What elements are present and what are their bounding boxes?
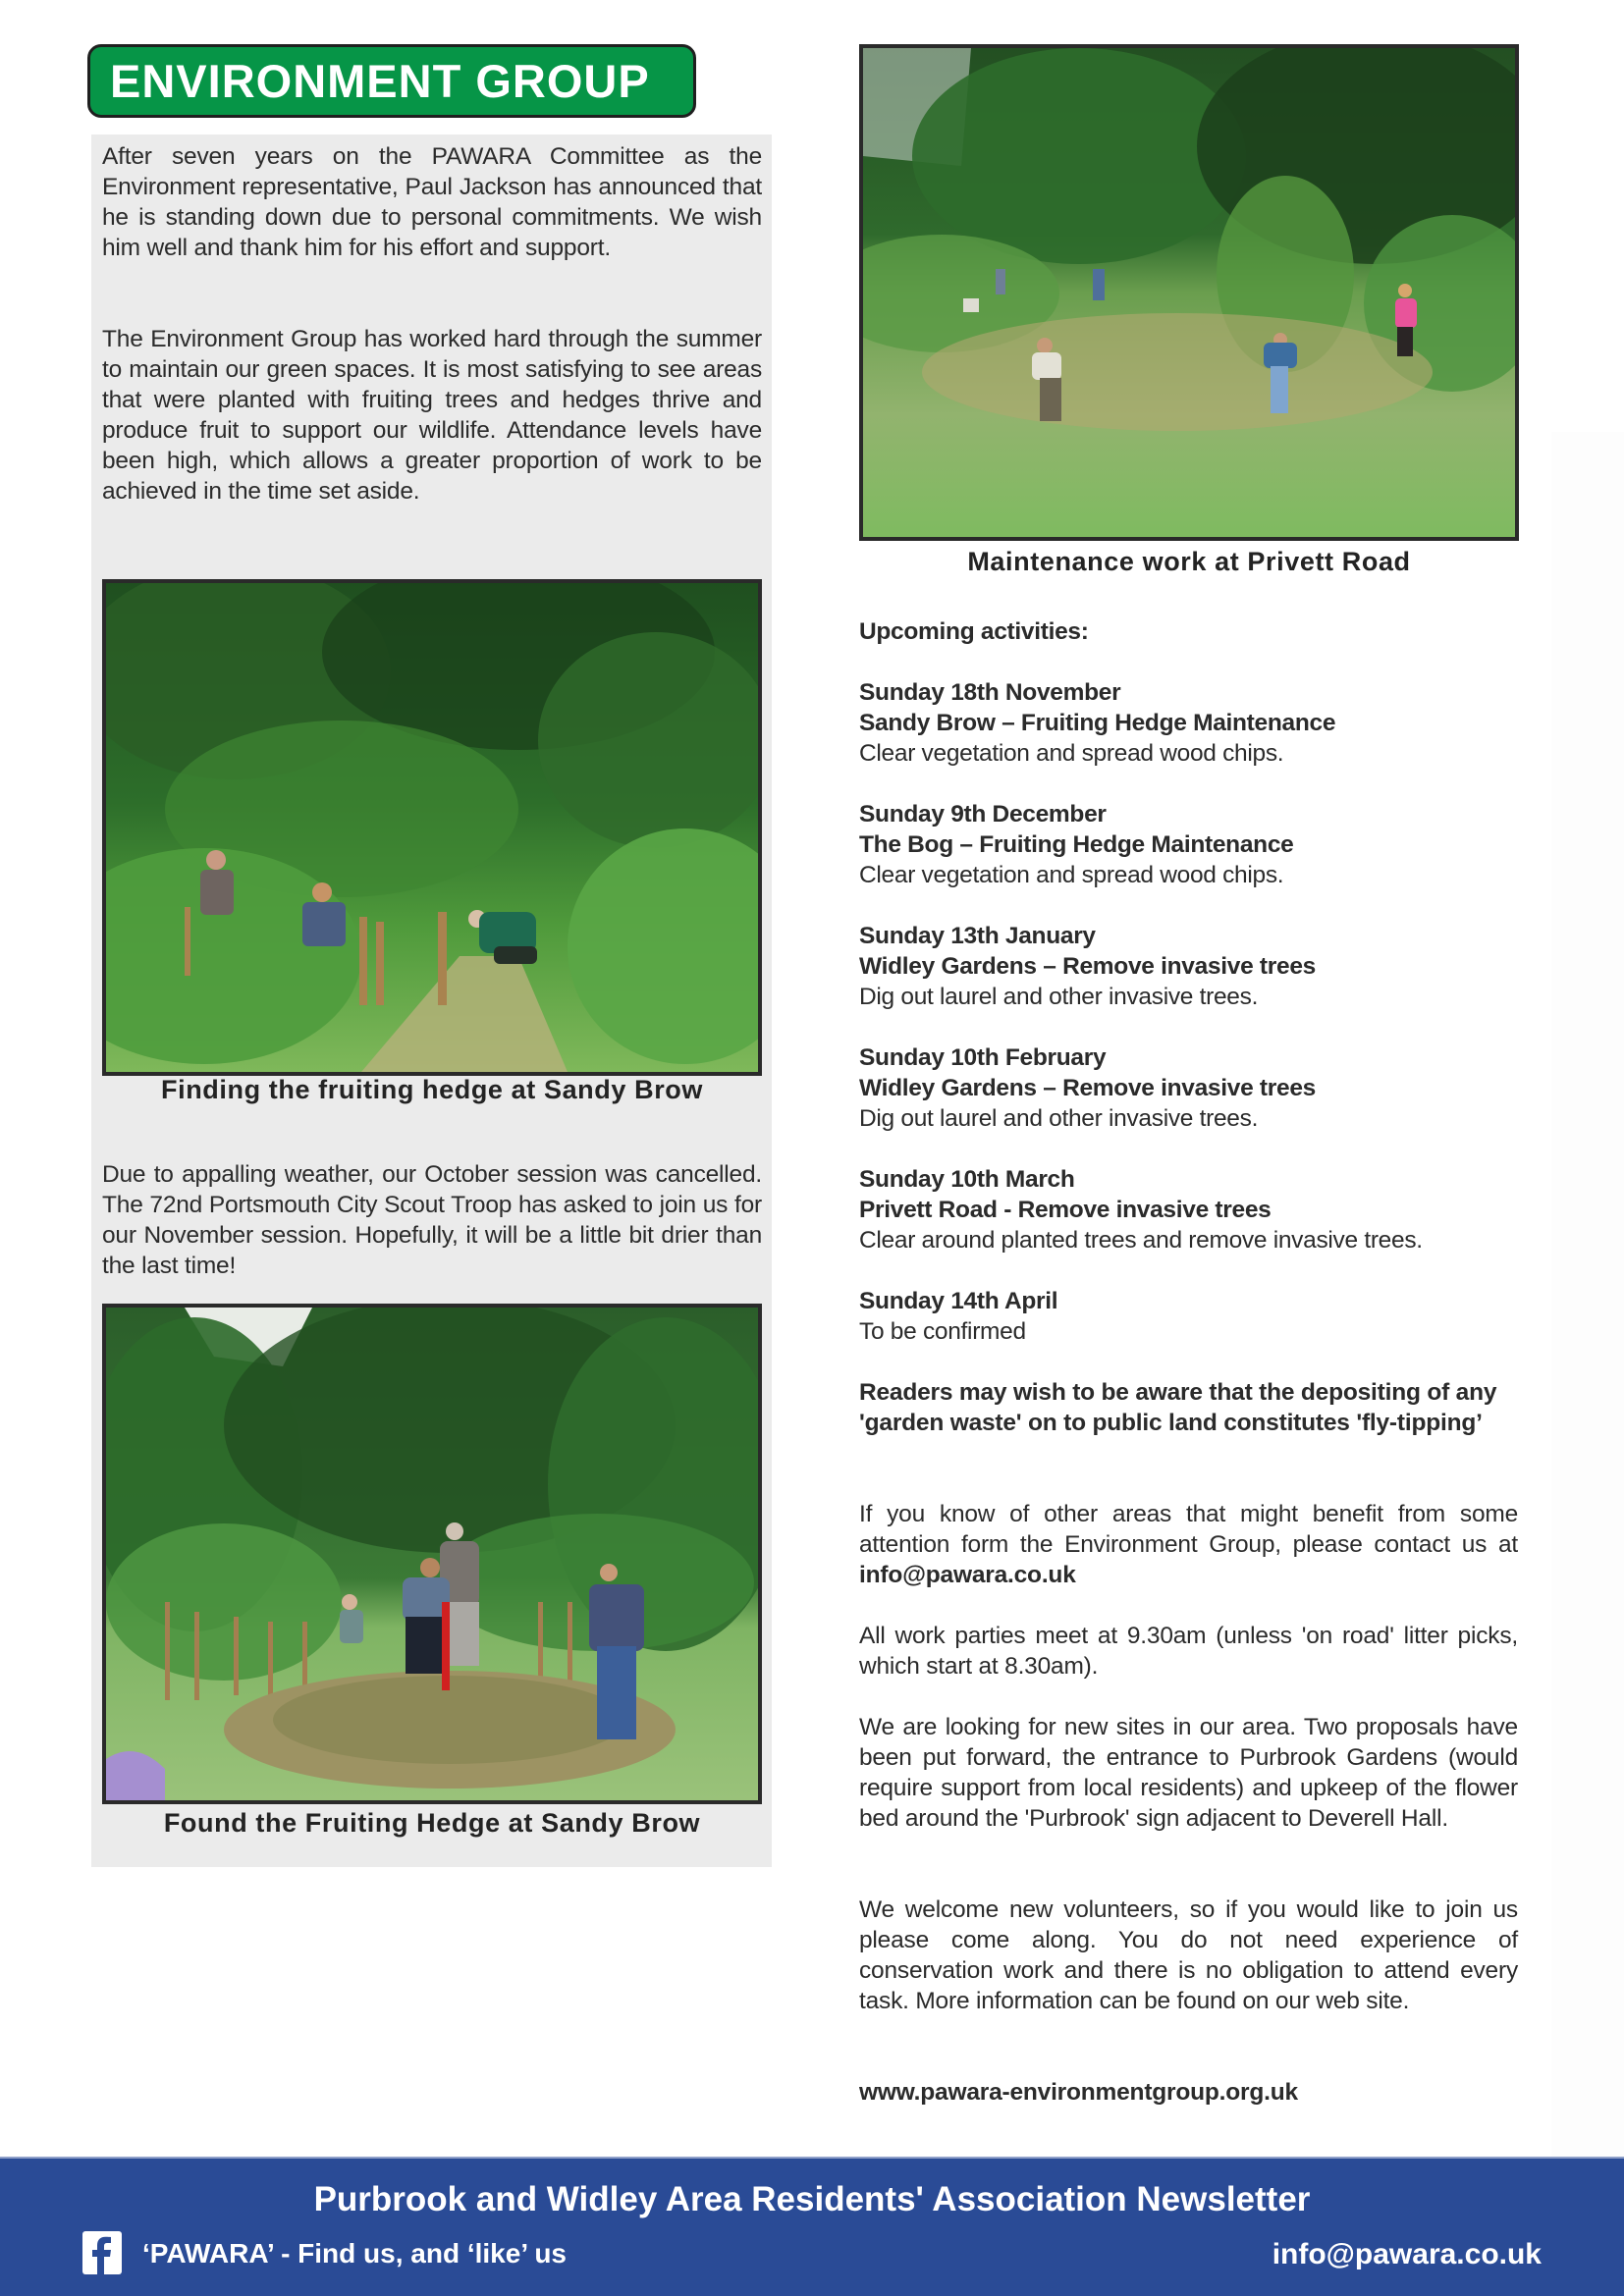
photo-image xyxy=(863,48,1515,537)
photo-sandy-brow-found xyxy=(102,1304,762,1804)
photo-image xyxy=(106,583,758,1072)
october-session-paragraph: Due to appalling weather, our October session was cancelled. The 72nd Portsmouth City Scout Troop has asked to join us for our November session. Hopefully, it will be a little bit drier than the last time! xyxy=(102,1161,762,1279)
event-date: Sunday 10th March xyxy=(859,1166,1075,1193)
event-item xyxy=(859,921,1518,1012)
photo-sandy-brow-hedge xyxy=(102,579,762,1076)
new-sites-paragraph: We are looking for new sites in our area. Two proposals have been put forward, the entrance to Purbrook Gardens (would require support from local residents) and upkeep of the flower bed around the 'Purbrook' sign adjacent to Deverell Hall. xyxy=(859,1714,1518,1832)
event-date: Sunday 9th December xyxy=(859,801,1107,828)
event-detail: To be confirmed xyxy=(859,1318,1026,1345)
facebook-text[interactable]: ‘PAWARA’ - Find us, and ‘like’ us xyxy=(142,2238,568,2269)
photo-caption: Maintenance work at Privett Road xyxy=(967,547,1411,576)
event-title: Sandy Brow – Fruiting Hedge Maintenance xyxy=(859,710,1336,736)
facebook-icon[interactable] xyxy=(82,2231,122,2274)
contact-text: If you know of other areas that might benefit from some attention form the Environment Group, please contact us at xyxy=(859,1501,1518,1558)
contact-email-link[interactable]: info@pawara.co.uk xyxy=(859,1562,1076,1588)
upcoming-heading: Upcoming activities: xyxy=(859,618,1089,645)
event-item xyxy=(859,799,1518,890)
website-link[interactable]: www.pawara-environmentgroup.org.uk xyxy=(859,2079,1298,2106)
event-detail: Dig out laurel and other invasive trees. xyxy=(859,984,1259,1010)
footer-email-link[interactable]: info@pawara.co.uk xyxy=(1272,2238,1542,2270)
event-detail: Clear vegetation and spread wood chips. xyxy=(859,862,1284,888)
fly-tipping-notice: Readers may wish to be aware that the depositing of any 'garden waste' on to public land constitutes 'fly-tipping’ xyxy=(859,1379,1497,1436)
volunteers-paragraph: We welcome new volunteers, so if you would like to join us please come along. You do not need experience of conservation work and there is no obligation to attend every task. More information can be found on our web site. xyxy=(859,1896,1518,2014)
photo-caption: Finding the fruiting hedge at Sandy Brow xyxy=(161,1075,703,1104)
meeting-time-paragraph: All work parties meet at 9.30am (unless 'on road' litter picks, which start at 8.30am). xyxy=(859,1623,1518,1680)
event-item xyxy=(859,677,1518,769)
summer-work-paragraph: The Environment Group has worked hard through the summer to maintain our green spaces. It is most satisfying to see areas that were planted with fruiting trees and hedges thrive and produce fruit to support our wildlife. Attendance levels have been high, which allows a greater proportion of work to be achieved in the time set aside. xyxy=(102,326,762,505)
section-title-text: ENVIRONMENT GROUP xyxy=(110,55,650,107)
photo-privett-road xyxy=(859,44,1519,541)
photo-image xyxy=(106,1308,758,1800)
event-date: Sunday 14th April xyxy=(859,1288,1058,1314)
event-detail: Clear around planted trees and remove invasive trees. xyxy=(859,1227,1423,1254)
footer-title: Purbrook and Widley Area Residents' Association Newsletter xyxy=(313,2180,1311,2218)
event-item xyxy=(859,1286,1518,1347)
newsletter-footer xyxy=(0,2157,1624,2296)
intro-paragraph: After seven years on the PAWARA Committee as the Environment representative, Paul Jackson has announced that he is standing down due to personal commitments. We wish him well and thank him for his effort and support. xyxy=(102,143,762,261)
event-date: Sunday 13th January xyxy=(859,923,1096,949)
section-title xyxy=(87,44,696,118)
event-title: Privett Road - Remove invasive trees xyxy=(859,1197,1272,1223)
event-title: Widley Gardens – Remove invasive trees xyxy=(859,953,1316,980)
page-margin-tint xyxy=(1551,432,1624,2160)
event-date: Sunday 18th November xyxy=(859,679,1121,706)
photo-caption: Found the Fruiting Hedge at Sandy Brow xyxy=(163,1808,701,1838)
event-title: The Bog – Fruiting Hedge Maintenance xyxy=(859,831,1294,858)
upcoming-activities xyxy=(859,616,1518,647)
event-detail: Clear vegetation and spread wood chips. xyxy=(859,740,1284,767)
event-title: Widley Gardens – Remove invasive trees xyxy=(859,1075,1316,1101)
event-date: Sunday 10th February xyxy=(859,1044,1107,1071)
event-detail: Dig out laurel and other invasive trees. xyxy=(859,1105,1259,1132)
contact-paragraph xyxy=(859,1499,1518,1590)
event-item xyxy=(859,1164,1518,1255)
event-item xyxy=(859,1042,1518,1134)
